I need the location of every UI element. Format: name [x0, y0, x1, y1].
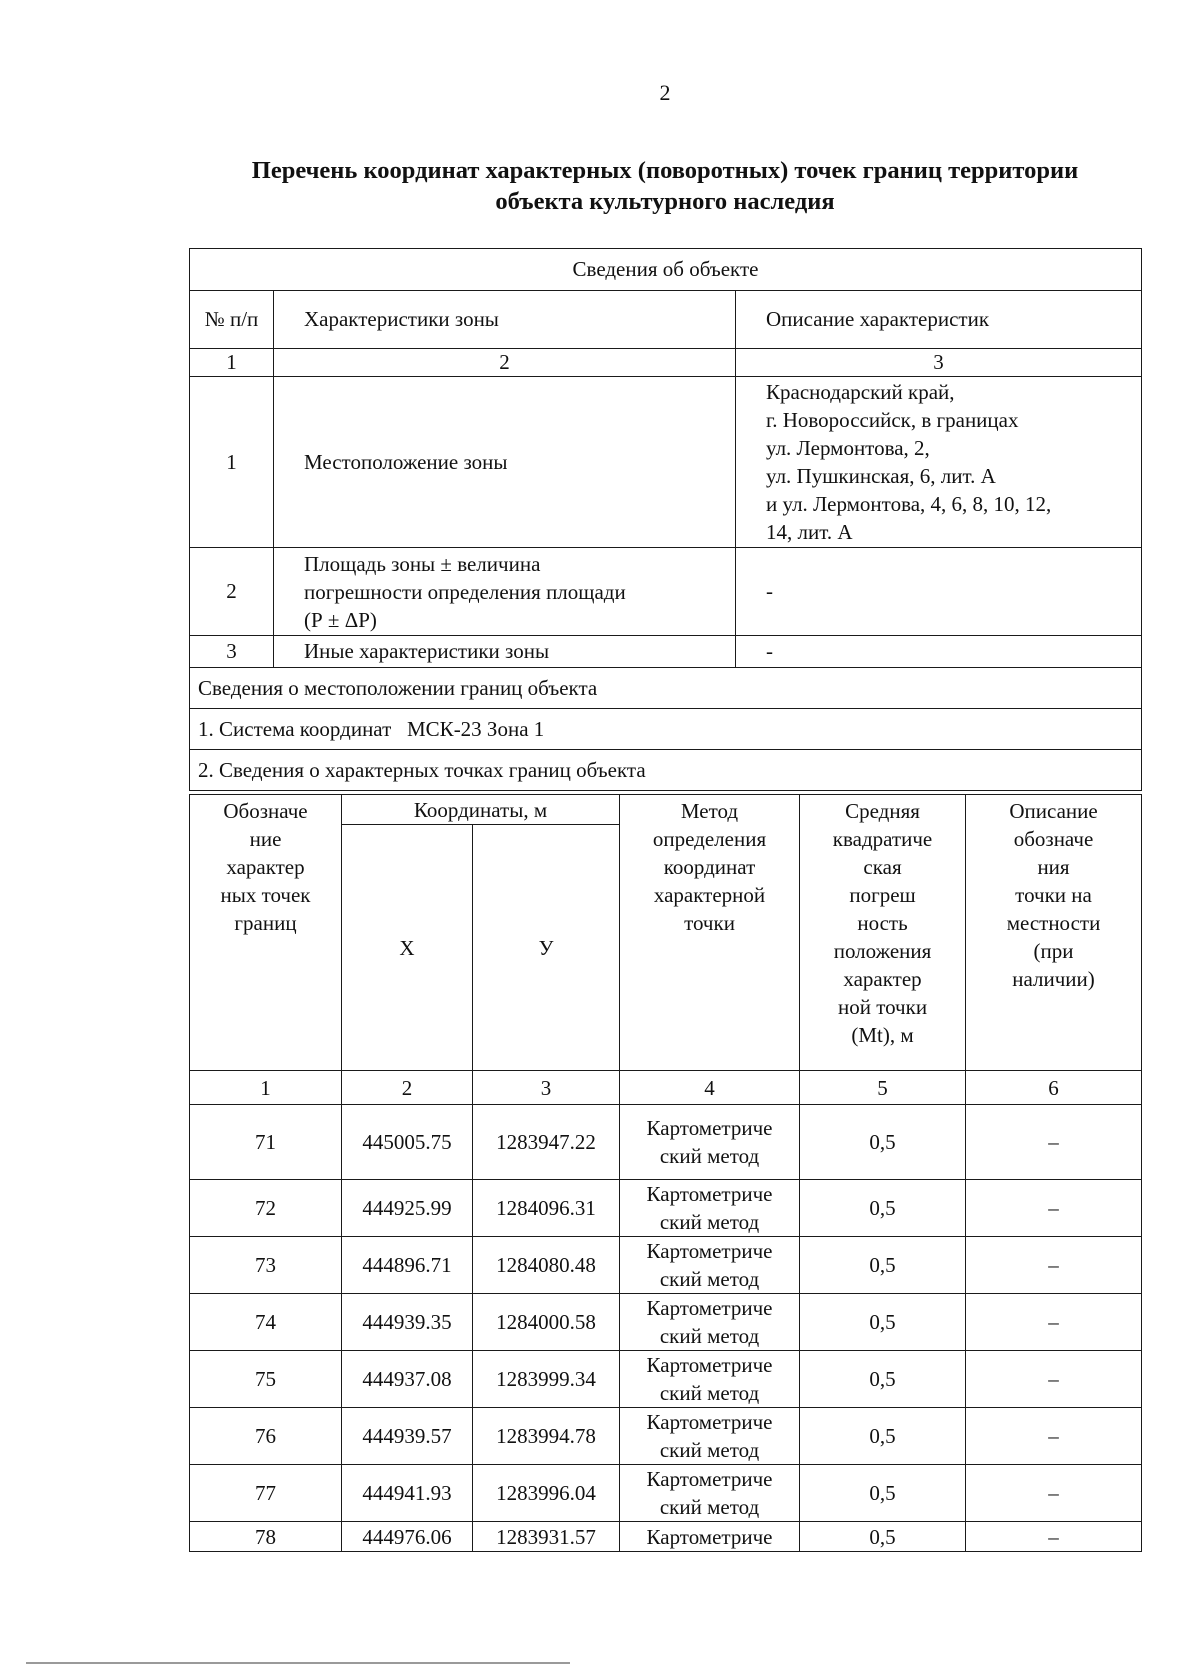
- method-line: ский метод: [659, 1210, 760, 1234]
- row-no: 2: [190, 548, 274, 636]
- point-x: 444937.08: [342, 1351, 473, 1408]
- header-line: ной точки: [837, 995, 928, 1019]
- header-line: наличии): [1012, 967, 1095, 991]
- point-method: [620, 1237, 800, 1294]
- point-y: 1283999.34: [473, 1351, 620, 1408]
- table-row: [190, 636, 1142, 668]
- col-num: 4: [620, 1071, 800, 1105]
- header-line: ность: [857, 911, 908, 935]
- point-y: 1283996.04: [473, 1465, 620, 1522]
- col-num-3: 3: [736, 349, 1142, 377]
- col-char-header: Характеристики зоны: [274, 291, 736, 349]
- header-line: Метод: [680, 799, 739, 823]
- method-line: Картометриче: [646, 1182, 773, 1206]
- point-method: [620, 1408, 800, 1465]
- point-id: 71: [190, 1105, 342, 1180]
- point-id: 75: [190, 1351, 342, 1408]
- table-row: [190, 1351, 1142, 1408]
- col-coords-header: Координаты, м: [342, 795, 620, 825]
- header-line: ние: [249, 827, 282, 851]
- col-num-2: 2: [274, 349, 736, 377]
- col-desc-header: [966, 795, 1142, 1071]
- point-id: 76: [190, 1408, 342, 1465]
- point-x: 444896.71: [342, 1237, 473, 1294]
- point-desc: –: [966, 1294, 1142, 1351]
- header-line: точки на: [1015, 883, 1092, 907]
- col-num: 6: [966, 1071, 1142, 1105]
- method-line: ский метод: [659, 1267, 760, 1291]
- header-line: (при: [1033, 939, 1074, 963]
- point-id: 74: [190, 1294, 342, 1351]
- page-number: 2: [659, 80, 671, 105]
- col-method-header: [620, 795, 800, 1071]
- point-x: 444941.93: [342, 1465, 473, 1522]
- document-title: [190, 155, 1140, 217]
- char-line: погрешности определения площади: [304, 579, 626, 604]
- method-line: ский метод: [659, 1144, 760, 1168]
- point-error: 0,5: [800, 1351, 966, 1408]
- header-line: (Mt), м: [851, 1023, 914, 1047]
- method-line: Картометриче: [646, 1296, 773, 1320]
- method-line: Картометриче: [646, 1467, 773, 1491]
- header-line: границ: [234, 911, 297, 935]
- col-num: 5: [800, 1071, 966, 1105]
- title-line-1: Перечень координат характерных (поворотных) точек границ территории: [251, 157, 1079, 184]
- coord-system: 1. Система координат МСК-23 Зона 1: [190, 709, 1142, 750]
- points-header: 2. Сведения о характерных точках границ объекта: [190, 750, 1142, 791]
- table-row: [190, 1408, 1142, 1465]
- point-y: 1284080.48: [473, 1237, 620, 1294]
- row-desc: -: [736, 636, 1142, 668]
- point-method: [620, 1465, 800, 1522]
- col-num-1: 1: [190, 349, 274, 377]
- col-num: 3: [473, 1071, 620, 1105]
- header-line: определения: [652, 827, 767, 851]
- method-line: ский метод: [659, 1495, 760, 1519]
- desc-line: и ул. Лермонтова, 4, 6, 8, 10, 12,: [766, 492, 1052, 516]
- header-line: обозначе: [1013, 827, 1094, 851]
- table-row: [190, 548, 1142, 636]
- header-line: Описание: [1009, 799, 1098, 823]
- point-y: 1283931.57: [473, 1522, 620, 1552]
- col-desc-header: Описание характеристик: [736, 291, 1142, 349]
- col-x-header: Х: [342, 825, 473, 1071]
- header-line: погреш: [849, 883, 916, 907]
- point-error: 0,5: [800, 1408, 966, 1465]
- header-line: Средняя: [845, 799, 920, 823]
- table-row: [190, 1105, 1142, 1180]
- col-y-header: У: [473, 825, 620, 1071]
- table-row: [190, 1465, 1142, 1522]
- point-error: 0,5: [800, 1294, 966, 1351]
- point-y: 1283947.22: [473, 1105, 620, 1180]
- point-method: [620, 1522, 800, 1552]
- col-num: 1: [190, 1071, 342, 1105]
- header-line: координат: [663, 855, 756, 879]
- row-char: [274, 548, 736, 636]
- point-id: 78: [190, 1522, 342, 1552]
- desc-line: 14, лит. А: [766, 520, 853, 544]
- point-error: 0,5: [800, 1465, 966, 1522]
- method-line: Картометриче: [646, 1239, 773, 1263]
- col-num: 2: [342, 1071, 473, 1105]
- table-row: [190, 1522, 1142, 1552]
- row-no: 1: [190, 377, 274, 548]
- point-error: 0,5: [800, 1237, 966, 1294]
- method-line: Картометриче: [646, 1524, 773, 1549]
- points-table: [189, 794, 1142, 1552]
- point-desc: –: [966, 1351, 1142, 1408]
- char-line: Площадь зоны ± величина: [304, 551, 541, 576]
- header-line: ных точек: [220, 883, 311, 907]
- point-x: 444939.57: [342, 1408, 473, 1465]
- header-line: характерной: [653, 883, 766, 907]
- row-desc: [736, 377, 1142, 548]
- method-line: Картометриче: [646, 1353, 773, 1377]
- method-line: Картометриче: [646, 1116, 773, 1140]
- point-desc: –: [966, 1180, 1142, 1237]
- point-y: 1284000.58: [473, 1294, 620, 1351]
- col-error-header: [800, 795, 966, 1071]
- row-char: Местоположение зоны: [274, 377, 736, 548]
- point-id: 77: [190, 1465, 342, 1522]
- header-line: положения: [833, 939, 932, 963]
- table-row: [190, 1294, 1142, 1351]
- title-line-2: объекта культурного наследия: [495, 188, 835, 215]
- point-y: 1284096.31: [473, 1180, 620, 1237]
- header-line: местности: [1006, 911, 1101, 935]
- desc-line: г. Новороссийск, в границах: [766, 408, 1019, 432]
- point-desc: –: [966, 1105, 1142, 1180]
- char-line: (Р ± ΔР): [304, 607, 377, 632]
- row-desc: -: [736, 548, 1142, 636]
- location-header: Сведения о местоположении границ объекта: [190, 668, 1142, 709]
- row-char: Иные характеристики зоны: [274, 636, 736, 668]
- point-x: 444976.06: [342, 1522, 473, 1552]
- point-y: 1283994.78: [473, 1408, 620, 1465]
- point-error: 0,5: [800, 1105, 966, 1180]
- header-line: ния: [1037, 855, 1070, 879]
- point-id: 73: [190, 1237, 342, 1294]
- object-info-header: Сведения об объекте: [190, 249, 1142, 291]
- col-no-header: [190, 291, 274, 349]
- header-line: квадратиче: [832, 827, 933, 851]
- object-info-table: [189, 248, 1142, 791]
- desc-line: Краснодарский край,: [766, 380, 955, 404]
- desc-line: ул. Пушкинская, 6, лит. А: [766, 464, 996, 488]
- method-line: Картометриче: [646, 1410, 773, 1434]
- point-x: 444925.99: [342, 1180, 473, 1237]
- table-row: [190, 377, 1142, 548]
- header-line: Обозначе: [223, 799, 308, 823]
- point-error: 0,5: [800, 1522, 966, 1552]
- header-line: точки: [684, 911, 735, 935]
- method-line: ский метод: [659, 1438, 760, 1462]
- header-line: ская: [863, 855, 902, 879]
- point-x: 444939.35: [342, 1294, 473, 1351]
- footer-divider: [26, 1662, 570, 1664]
- point-desc: –: [966, 1237, 1142, 1294]
- point-desc: –: [966, 1408, 1142, 1465]
- col-no-label: № п/п: [204, 307, 259, 331]
- point-desc: –: [966, 1522, 1142, 1552]
- point-error: 0,5: [800, 1180, 966, 1237]
- point-method: [620, 1294, 800, 1351]
- table-row: [190, 1237, 1142, 1294]
- point-method: [620, 1351, 800, 1408]
- header-line: характер: [226, 855, 305, 879]
- method-line: ский метод: [659, 1324, 760, 1348]
- point-id: 72: [190, 1180, 342, 1237]
- header-line: характер: [843, 967, 922, 991]
- table-row: [190, 1180, 1142, 1237]
- row-no: 3: [190, 636, 274, 668]
- desc-line: ул. Лермонтова, 2,: [766, 436, 930, 460]
- method-line: ский метод: [659, 1381, 760, 1405]
- col-point-header: [190, 795, 342, 1071]
- point-method: [620, 1180, 800, 1237]
- point-x: 445005.75: [342, 1105, 473, 1180]
- point-desc: –: [966, 1465, 1142, 1522]
- point-method: [620, 1105, 800, 1180]
